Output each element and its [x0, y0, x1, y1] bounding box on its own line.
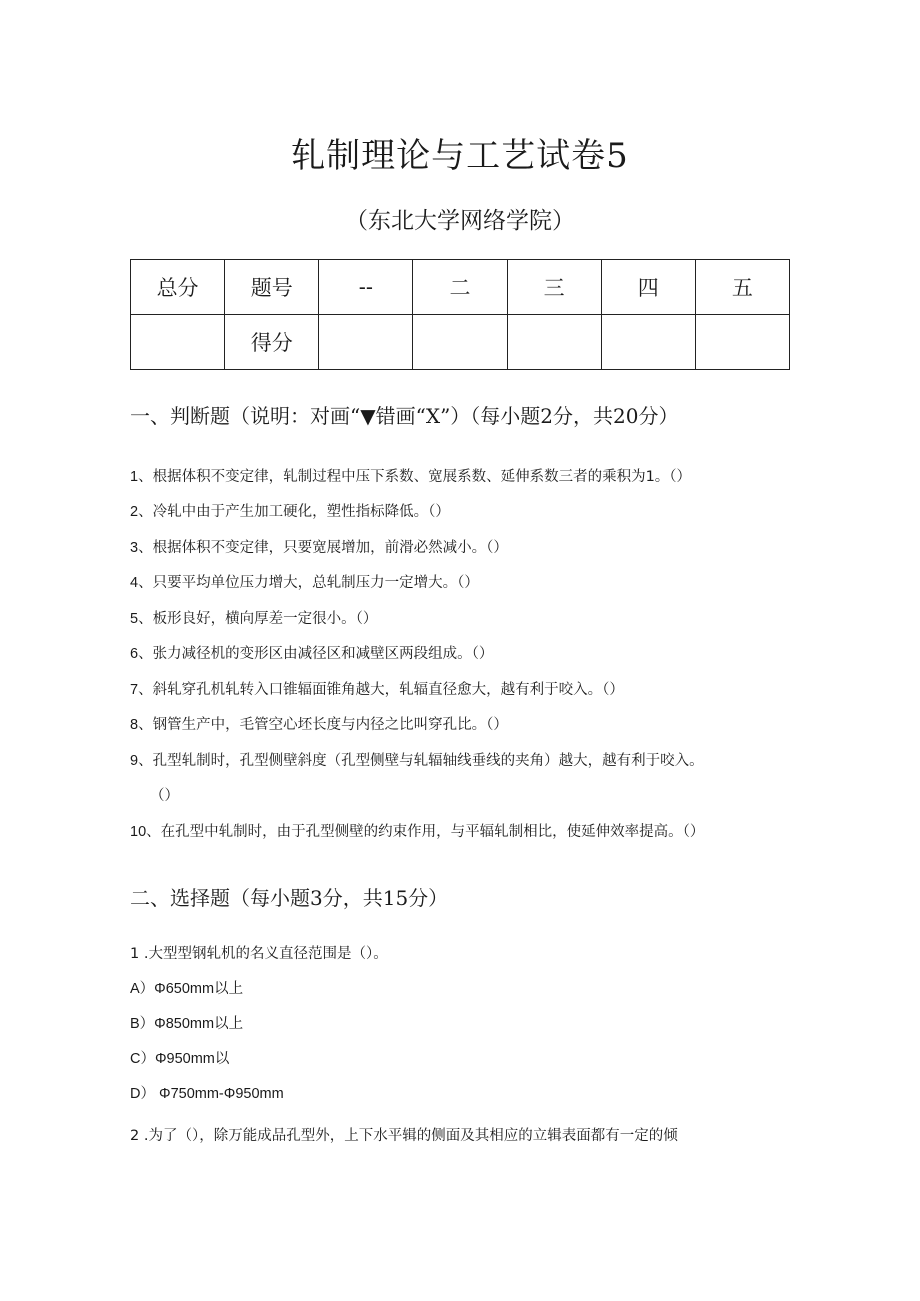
score-cell: -- — [319, 260, 413, 315]
score-cell — [131, 315, 225, 370]
score-table-header-row — [131, 260, 790, 315]
question-text: 孔型轧制时，孔型侧壁斜度（孔型侧壁与轧辐轴线垂线的夹角）越大，越有利于咬入。 — [152, 753, 704, 769]
section-heading-multiple-choice: 二、选择题（每小题3分，共15分） — [130, 886, 449, 910]
question-text: 斜轧穿孔机轧转入口锥辐面锥角越大，轧辐直径愈大，越有利于咬入。（） — [152, 682, 624, 698]
question-text: 根据体积不变定律，只要宽展增加，前滑必然减小。（） — [152, 540, 508, 556]
score-cell: 四 — [601, 260, 695, 315]
choice-question: 1 .大型型钢轧机的名义直径范围是（）。 — [130, 946, 388, 962]
question-text: 只要平均单位压力增大，总轧制压力一定增大。（） — [152, 575, 479, 591]
question-item — [130, 713, 508, 734]
choice-option: D） Φ750mm-Φ950mm — [130, 1086, 284, 1102]
question-item — [130, 536, 508, 557]
choice-option: A）Φ650mm以上 — [130, 981, 244, 997]
score-cell: 三 — [507, 260, 601, 315]
question-number: 2、 — [130, 504, 153, 520]
question-item — [130, 820, 704, 841]
score-cell: 五 — [695, 260, 789, 315]
exam-subtitle: （东北大学网络学院） — [345, 208, 575, 234]
question-number: 10、 — [130, 824, 161, 840]
question-number: 3、 — [130, 540, 153, 556]
score-cell: 题号 — [225, 260, 319, 315]
question-text: 钢管生产中，毛管空心坯长度与内径之比叫穿孔比。（） — [152, 717, 508, 733]
score-cell — [507, 315, 601, 370]
choice-question: 2 .为了（），除万能成品孔型外，上下水平辑的侧面及其相应的立辑表面都有一定的倾 — [130, 1128, 678, 1144]
score-cell: 二 — [413, 260, 507, 315]
question-number: 7、 — [130, 682, 153, 698]
question-item — [130, 749, 704, 770]
question-number: 5、 — [130, 611, 153, 627]
question-text: 张力减径机的变形区由减径区和减壁区两段组成。（） — [152, 646, 494, 662]
question-item — [130, 571, 479, 592]
question-text: 根据体积不变定律，轧制过程中压下系数、宽展系数、延伸系数三者的乘积为1。（） — [152, 469, 692, 485]
question-text: （） — [150, 788, 179, 804]
score-table — [130, 259, 790, 370]
score-cell: 总分 — [131, 260, 225, 315]
question-text: 板形良好，横向厚差一定很小。（） — [152, 611, 378, 627]
question-number: 6、 — [130, 646, 153, 662]
score-table-score-row — [131, 315, 790, 370]
question-item — [130, 465, 691, 486]
score-cell — [601, 315, 695, 370]
question-number: 1、 — [130, 469, 153, 485]
question-item — [130, 678, 624, 699]
exam-title: 轧制理论与工艺试卷5 — [291, 136, 629, 176]
question-number: 9、 — [130, 753, 153, 769]
question-number: 8、 — [130, 717, 153, 733]
question-item — [130, 607, 377, 628]
question-item — [130, 642, 493, 663]
question-number: 4、 — [130, 575, 153, 591]
question-text: 在孔型中轧制时，由于孔型侧壁的约束作用，与平辐轧制相比，使延伸效率提高。（） — [160, 824, 705, 840]
question-text: 冷轧中由于产生加工硬化，塑性指标降低。（） — [152, 504, 450, 520]
score-cell — [695, 315, 789, 370]
score-cell: 得分 — [225, 315, 319, 370]
choice-option: B）Φ850mm以上 — [130, 1016, 244, 1032]
score-cell — [319, 315, 413, 370]
question-item — [130, 500, 450, 521]
question-item — [150, 784, 179, 805]
choice-option: C）Φ950mm以 — [130, 1051, 230, 1067]
section-heading-true-false: 一、判断题（说明：对画“▼错画“X”）（每小题2分，共20分） — [130, 404, 679, 428]
score-cell — [413, 315, 507, 370]
